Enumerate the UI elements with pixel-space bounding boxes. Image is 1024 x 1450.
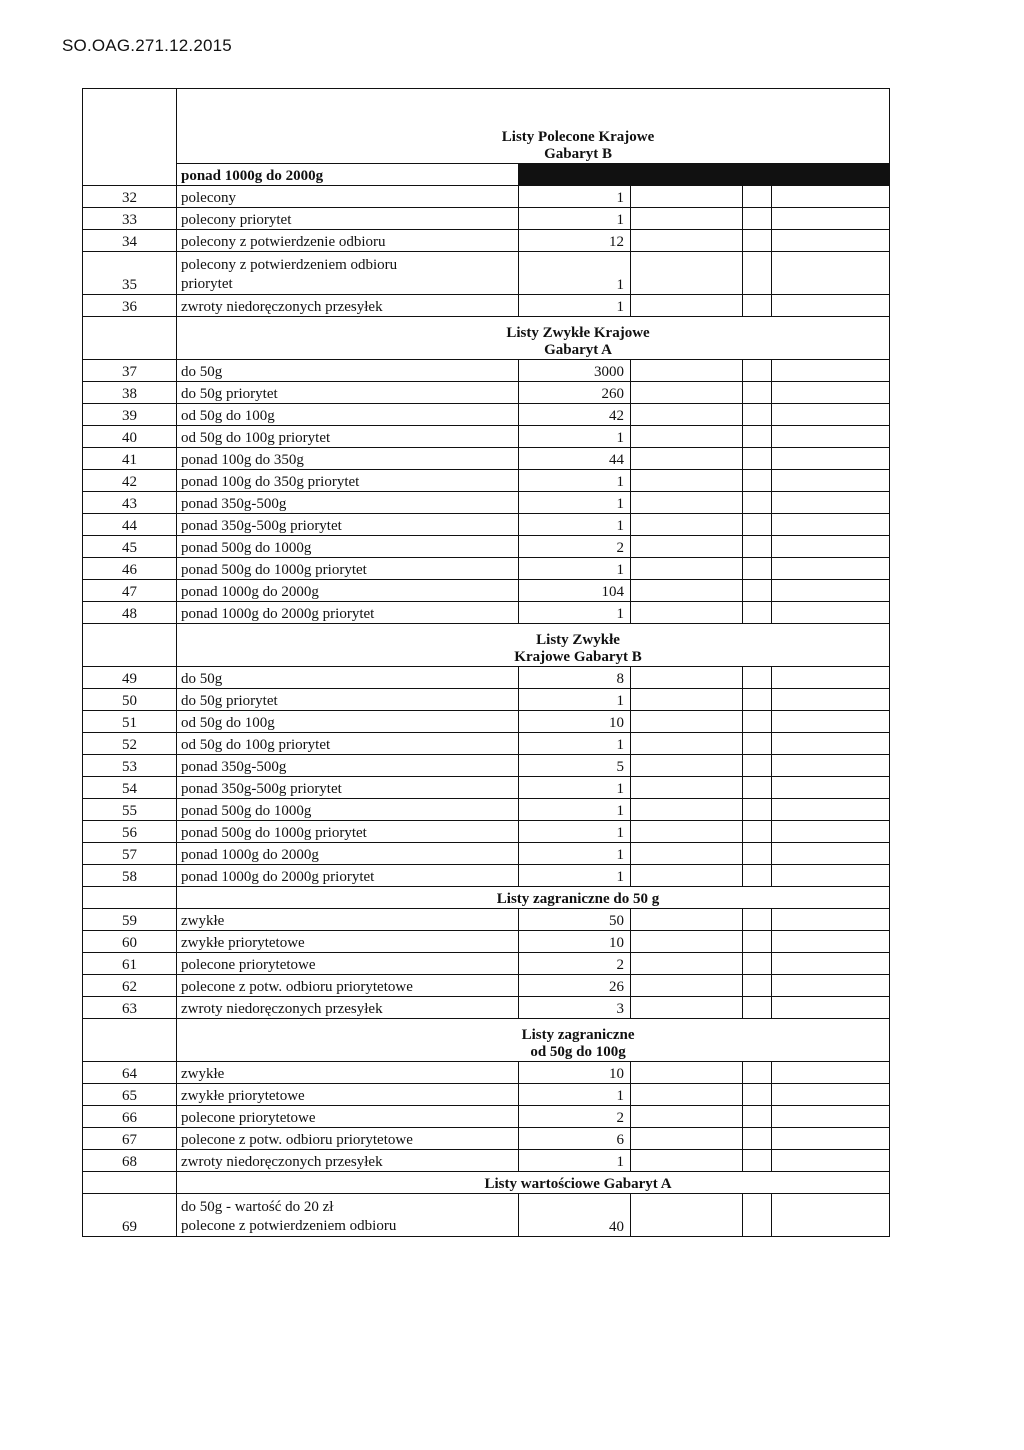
empty-cell — [631, 667, 743, 689]
empty-cell — [772, 799, 890, 821]
row-number: 33 — [83, 208, 177, 230]
empty-cell — [631, 404, 743, 426]
row-number: 66 — [83, 1106, 177, 1128]
postal-items-table — [82, 88, 890, 1237]
row-quantity: 6 — [519, 1128, 631, 1150]
section-title-line1: Listy Polecone Krajowe — [501, 129, 655, 145]
row-quantity: 1 — [519, 799, 631, 821]
empty-cell — [631, 580, 743, 602]
row-quantity: 1 — [519, 843, 631, 865]
table-row — [83, 689, 890, 711]
table-row — [83, 865, 890, 887]
table-row — [83, 821, 890, 843]
empty-cell — [631, 492, 743, 514]
row-description: zwroty niedoręczonych przesyłek — [177, 997, 519, 1019]
empty-cell — [772, 997, 890, 1019]
table-row — [83, 1150, 890, 1172]
table-row — [83, 931, 890, 953]
row-quantity: 1 — [519, 470, 631, 492]
row-quantity: 1 — [519, 558, 631, 580]
row-description: ponad 350g-500g — [177, 492, 519, 514]
subheading-row — [83, 164, 890, 186]
row-quantity: 3000 — [519, 360, 631, 382]
row-description: polecone priorytetowe — [177, 1106, 519, 1128]
row-quantity: 44 — [519, 448, 631, 470]
empty-cell — [631, 360, 743, 382]
row-number: 58 — [83, 865, 177, 887]
empty-cell — [772, 426, 890, 448]
table-row — [83, 953, 890, 975]
empty-cell — [631, 602, 743, 624]
empty-cell — [743, 514, 772, 536]
empty-cell — [743, 602, 772, 624]
table-row — [83, 733, 890, 755]
row-quantity: 5 — [519, 755, 631, 777]
empty-cell — [772, 1084, 890, 1106]
table-row — [83, 667, 890, 689]
empty-cell — [743, 448, 772, 470]
row-quantity: 10 — [519, 711, 631, 733]
empty-cell — [772, 448, 890, 470]
empty-cell — [743, 382, 772, 404]
row-number: 56 — [83, 821, 177, 843]
row-number: 62 — [83, 975, 177, 997]
empty-cell — [743, 689, 772, 711]
empty-cell — [631, 558, 743, 580]
row-description: ponad 500g do 1000g priorytet — [177, 821, 519, 843]
empty-cell — [743, 909, 772, 931]
empty-cell — [743, 799, 772, 821]
empty-cell — [772, 514, 890, 536]
empty-cell — [631, 821, 743, 843]
empty-cell — [631, 975, 743, 997]
table-row — [83, 1062, 890, 1084]
empty-cell — [631, 1150, 743, 1172]
row-number: 37 — [83, 360, 177, 382]
empty-cell — [631, 909, 743, 931]
table-row: 35 polecony z potwierdzeniem odbioru priorytet 1 — [83, 252, 890, 295]
row-number: 41 — [83, 448, 177, 470]
empty-cell — [772, 909, 890, 931]
row-number: 67 — [83, 1128, 177, 1150]
black-bar — [519, 164, 890, 186]
row-description: ponad 500g do 1000g — [177, 799, 519, 821]
row-description: ponad 100g do 350g — [177, 448, 519, 470]
table-row — [83, 755, 890, 777]
row-description: polecony — [177, 186, 519, 208]
row-quantity: 10 — [519, 1062, 631, 1084]
row-quantity: 1 — [519, 514, 631, 536]
subheading: ponad 1000g do 2000g — [177, 164, 519, 186]
empty-cell — [631, 997, 743, 1019]
row-description: zwykłe priorytetowe — [177, 1084, 519, 1106]
empty-cell — [631, 536, 743, 558]
empty-cell — [743, 733, 772, 755]
row-description: do 50g priorytet — [177, 382, 519, 404]
row-number: 53 — [83, 755, 177, 777]
row-quantity: 2 — [519, 953, 631, 975]
empty-cell — [772, 755, 890, 777]
empty-cell — [743, 1150, 772, 1172]
row-quantity: 1 — [519, 186, 631, 208]
row-description: ponad 500g do 1000g priorytet — [177, 558, 519, 580]
empty-cell — [743, 536, 772, 558]
section-title-line2: Gabaryt B — [544, 146, 612, 162]
row-number: 64 — [83, 1062, 177, 1084]
table-row — [83, 514, 890, 536]
table-row — [83, 448, 890, 470]
empty-cell — [772, 230, 890, 252]
row-description: polecony priorytet — [177, 208, 519, 230]
empty-cell — [743, 558, 772, 580]
table-row — [83, 1128, 890, 1150]
row-description: zwykłe — [177, 909, 519, 931]
table-row — [83, 404, 890, 426]
row-description: polecone priorytetowe — [177, 953, 519, 975]
row-description: ponad 1000g do 2000g — [177, 843, 519, 865]
table-row: 69 do 50g - wartość do 20 zł polecone z potwierdzeniem odbioru 40 — [83, 1194, 890, 1237]
empty-cell — [772, 777, 890, 799]
empty-cell — [743, 711, 772, 733]
empty-cell — [743, 865, 772, 887]
row-quantity: 12 — [519, 230, 631, 252]
empty-cell — [631, 1128, 743, 1150]
section-header-zagraniczne-50: Listy zagraniczne do 50 g — [83, 887, 890, 909]
empty-cell — [772, 975, 890, 997]
empty-cell — [772, 733, 890, 755]
empty-cell — [631, 953, 743, 975]
section-header-polecone-b — [83, 89, 890, 164]
empty-cell — [772, 821, 890, 843]
row-description: zwykłe — [177, 1062, 519, 1084]
empty-cell — [743, 755, 772, 777]
row-number: 54 — [83, 777, 177, 799]
row-quantity: 1 — [519, 777, 631, 799]
empty-cell — [631, 230, 743, 252]
empty-cell — [772, 843, 890, 865]
empty-cell — [772, 865, 890, 887]
empty-cell — [743, 1084, 772, 1106]
empty-cell — [631, 1084, 743, 1106]
row-number: 46 — [83, 558, 177, 580]
empty-cell — [772, 470, 890, 492]
empty-cell — [631, 426, 743, 448]
table-row — [83, 1106, 890, 1128]
empty-cell — [631, 799, 743, 821]
row-quantity: 10 — [519, 931, 631, 953]
row-quantity: 1 — [519, 1150, 631, 1172]
row-description: do 50g — [177, 360, 519, 382]
row-description: od 50g do 100g — [177, 404, 519, 426]
empty-cell — [743, 997, 772, 1019]
row-number: 51 — [83, 711, 177, 733]
row-quantity: 104 — [519, 580, 631, 602]
empty-cell — [772, 558, 890, 580]
empty-cell — [743, 186, 772, 208]
table-row — [83, 997, 890, 1019]
section-header-zwykle-a: Listy Zwykłe Krajowe Gabaryt A — [83, 317, 890, 360]
row-number: 32 — [83, 186, 177, 208]
empty-cell — [772, 186, 890, 208]
row-number: 42 — [83, 470, 177, 492]
row-quantity: 1 — [519, 821, 631, 843]
table-row — [83, 230, 890, 252]
row-number: 55 — [83, 799, 177, 821]
empty-cell — [772, 953, 890, 975]
table-row — [83, 492, 890, 514]
empty-cell — [772, 1062, 890, 1084]
empty-cell — [743, 821, 772, 843]
row-description: polecone z potw. odbioru priorytetowe — [177, 975, 519, 997]
empty-cell — [772, 360, 890, 382]
empty-cell — [743, 1128, 772, 1150]
row-quantity: 3 — [519, 997, 631, 1019]
empty-cell — [772, 931, 890, 953]
empty-cell — [631, 1106, 743, 1128]
table-row — [83, 777, 890, 799]
row-description: zwroty niedoręczonych przesyłek — [177, 1150, 519, 1172]
row-description: ponad 100g do 350g priorytet — [177, 470, 519, 492]
row-description: do 50g — [177, 667, 519, 689]
row-description: ponad 1000g do 2000g priorytet — [177, 602, 519, 624]
empty-cell — [772, 1106, 890, 1128]
table-row — [83, 602, 890, 624]
empty-cell — [631, 1062, 743, 1084]
empty-cell — [743, 931, 772, 953]
empty-cell — [743, 777, 772, 799]
table-row — [83, 536, 890, 558]
empty-cell — [631, 931, 743, 953]
table-row — [83, 799, 890, 821]
table-row — [83, 1084, 890, 1106]
empty-cell — [743, 208, 772, 230]
empty-cell — [631, 689, 743, 711]
table-row — [83, 909, 890, 931]
row-number: 39 — [83, 404, 177, 426]
row-number: 34 — [83, 230, 177, 252]
table-row — [83, 558, 890, 580]
empty-cell — [743, 667, 772, 689]
empty-cell — [772, 492, 890, 514]
empty-cell — [772, 667, 890, 689]
empty-cell — [631, 865, 743, 887]
empty-cell — [743, 1106, 772, 1128]
row-quantity: 1 — [519, 426, 631, 448]
table-row — [83, 975, 890, 997]
table-row: 36 zwroty niedoręczonych przesyłek 1 — [83, 295, 890, 317]
row-quantity: 1 — [519, 602, 631, 624]
row-quantity: 1 — [519, 1084, 631, 1106]
table-row — [83, 711, 890, 733]
row-quantity: 1 — [519, 865, 631, 887]
empty-cell — [772, 580, 890, 602]
row-number: 47 — [83, 580, 177, 602]
row-quantity: 8 — [519, 667, 631, 689]
empty-cell — [772, 382, 890, 404]
row-description: ponad 1000g do 2000g priorytet — [177, 865, 519, 887]
section-header-zagraniczne-100: Listy zagraniczne od 50g do 100g — [83, 1019, 890, 1062]
row-description: ponad 350g-500g priorytet — [177, 777, 519, 799]
empty-cell — [743, 492, 772, 514]
empty-cell — [772, 1150, 890, 1172]
empty-cell — [772, 711, 890, 733]
row-number: 40 — [83, 426, 177, 448]
table-row — [83, 843, 890, 865]
empty-cell — [631, 382, 743, 404]
row-description: polecone z potw. odbioru priorytetowe — [177, 1128, 519, 1150]
row-description: ponad 1000g do 2000g — [177, 580, 519, 602]
empty-cell — [743, 230, 772, 252]
row-number: 49 — [83, 667, 177, 689]
row-description: zwykłe priorytetowe — [177, 931, 519, 953]
empty-cell — [743, 953, 772, 975]
empty-cell — [772, 1128, 890, 1150]
row-description: ponad 350g-500g — [177, 755, 519, 777]
empty-cell — [631, 733, 743, 755]
row-number: 60 — [83, 931, 177, 953]
row-number: 44 — [83, 514, 177, 536]
row-number: 57 — [83, 843, 177, 865]
row-number: 61 — [83, 953, 177, 975]
empty-cell — [743, 470, 772, 492]
row-quantity: 2 — [519, 536, 631, 558]
row-number: 48 — [83, 602, 177, 624]
row-quantity: 1 — [519, 689, 631, 711]
row-number: 43 — [83, 492, 177, 514]
empty-cell — [743, 975, 772, 997]
empty-cell — [743, 426, 772, 448]
empty-cell — [631, 843, 743, 865]
row-description: do 50g priorytet — [177, 689, 519, 711]
document-reference: SO.OAG.271.12.2015 — [62, 36, 232, 55]
empty-cell — [743, 360, 772, 382]
empty-cell — [772, 404, 890, 426]
row-quantity: 42 — [519, 404, 631, 426]
empty-cell — [743, 580, 772, 602]
empty-cell — [631, 514, 743, 536]
row-description: ponad 350g-500g priorytet — [177, 514, 519, 536]
row-description: ponad 500g do 1000g — [177, 536, 519, 558]
row-number: 50 — [83, 689, 177, 711]
table-row — [83, 470, 890, 492]
row-number: 45 — [83, 536, 177, 558]
row-quantity: 50 — [519, 909, 631, 931]
row-number: 68 — [83, 1150, 177, 1172]
table-row — [83, 580, 890, 602]
empty-cell — [631, 755, 743, 777]
row-quantity: 1 — [519, 733, 631, 755]
empty-cell — [743, 404, 772, 426]
row-description: od 50g do 100g — [177, 711, 519, 733]
table-row — [83, 208, 890, 230]
row-number: 38 — [83, 382, 177, 404]
row-description: polecony z potwierdzenie odbioru — [177, 230, 519, 252]
empty-cell — [772, 208, 890, 230]
section-header-wartosciowe: Listy wartościowe Gabaryt A — [83, 1172, 890, 1194]
row-quantity: 1 — [519, 208, 631, 230]
row-number: 65 — [83, 1084, 177, 1106]
row-quantity: 26 — [519, 975, 631, 997]
table-row — [83, 186, 890, 208]
empty-cell — [743, 843, 772, 865]
empty-cell — [631, 711, 743, 733]
row-quantity: 1 — [519, 492, 631, 514]
row-description: od 50g do 100g priorytet — [177, 426, 519, 448]
row-number: 52 — [83, 733, 177, 755]
table-row — [83, 382, 890, 404]
section-header-zwykle-b: Listy Zwykłe Krajowe Gabaryt B — [83, 624, 890, 667]
empty-cell — [631, 186, 743, 208]
empty-cell — [743, 1062, 772, 1084]
empty-cell — [772, 536, 890, 558]
empty-cell — [631, 470, 743, 492]
empty-cell — [631, 208, 743, 230]
empty-cell — [772, 602, 890, 624]
row-quantity: 2 — [519, 1106, 631, 1128]
row-description: od 50g do 100g priorytet — [177, 733, 519, 755]
row-number: 63 — [83, 997, 177, 1019]
row-quantity: 260 — [519, 382, 631, 404]
table-row — [83, 360, 890, 382]
table-row — [83, 426, 890, 448]
empty-cell — [631, 777, 743, 799]
empty-cell — [772, 689, 890, 711]
empty-cell — [631, 448, 743, 470]
row-number: 59 — [83, 909, 177, 931]
